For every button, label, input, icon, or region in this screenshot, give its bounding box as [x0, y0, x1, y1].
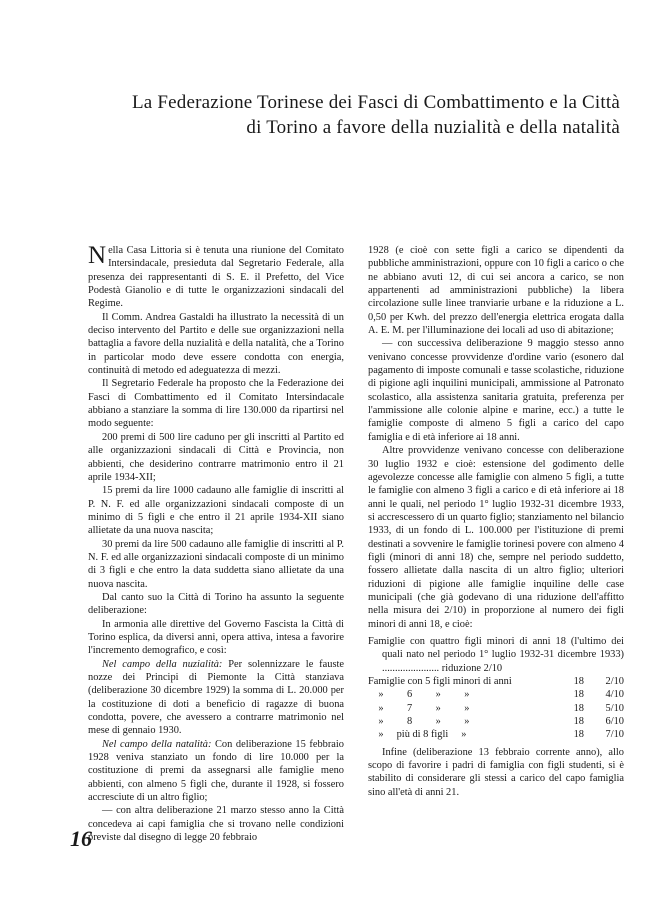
table-row: Famiglie con quattro figli minori di anni 18 (l'ultimo dei quali nato nel periodo 1° luglio 1932-31 dicembre 1933) ...................... riduzione 2/10 — [368, 635, 624, 674]
table-row: » più di 8 figli » 18 7/10 — [378, 729, 624, 741]
paragraph: — con successiva deliberazione 9 maggio stesso anno venivano concesse provvidenze d'ordine vario (esonero dal pagamento di imposte comunali e tasse scolastiche, riduzione di pigione agli inquilini municipali, ammissione al Patronato scolastico, alla assistenza sanitaria gratuita, preferenza per l'ammissione alle colonie alpine e marine, ecc.) a tutte le famiglie composte di almeno 5 figli a carico del capo famiglia e di età inferiore ai 18 anni. — [368, 338, 624, 443]
page-number: 16 — [70, 826, 92, 851]
paragraph: Il Segretario Federale ha proposto che la Federazione dei Fasci di Combattimento ed il Comitato Intersindacale abbiano a stanziare la somma di lire 130.000 da ripartirsi nel modo seguente: — [88, 378, 344, 430]
paragraph: Nel campo della natalità: Con deliberazione 15 febbraio 1928 veniva stanziato un fondo di lire 10.000 per la costituzione di premi da assegnarsi alle famiglie meno abbienti, con almeno 5 figli che, durante il 1928, si fossero accresciute di un altro figlio; — [88, 738, 344, 804]
paragraph: 30 premi da lire 500 cadauno alle famiglie di inscritti al P. N. F. ed alle organizzazioni sindacali composte di un minimo di 3 figli e che entro la data suddetta siano allietate da una nuova nascita. — [88, 538, 344, 590]
drop-cap: N — [88, 242, 107, 269]
rent-reduction-table — [368, 635, 624, 742]
paragraph: In armonia alle direttive del Governo Fascista la Città di Torino esplica, da diversi anni, opera attiva, intesa a favorire l'incremento demografico, e così: — [88, 618, 344, 657]
paragraph: Altre provvidenze venivano concesse con deliberazione 30 luglio 1932 e cioè: estensione del godimento delle agevolezze concesse alle famiglie con almeno 5 figli, a tutte le famiglie con almeno 3 figli a carico e di età inferiore ai 18 anni le quali, nel periodo 1° luglio 1932-31 dicembre 1933, si accrescessero di un quarto figlio; stanziamento nel bilancio 1933, di un fondo di L. 100.000 per l'istituzione di premi destinati a sovvenire le famiglie torinesi povere con almeno 4 figli (minori di anni 18) che, sempre nel periodo suddetto, fossero allietate dalla nascita di un altro figlio; ulteriori riduzioni di pigione alle famiglie inquiline delle case municipali (che già godevano di una riduzione dell'affitto nella misura dei 2/10) in proporzione al numero dei figli minori di anni 18, e cioè: — [368, 445, 624, 630]
paragraph: Nella Casa Littoria si è tenuta una riunione del Comitato Intersindacale, presieduta dal Segretario Federale, alla presenza dei rappresentanti di S. E. il Prefetto, del Vice Podestà Gianolio e di tutte le organizzazioni sindacali del Regime. — [88, 242, 344, 310]
paragraph: 15 premi da lire 1000 cadauno alle famiglie di inscritti al P. N. F. ed alle organizzazioni sindacali composte di un minimo di 5 figli e che entro il 21 aprile 1934-XII siano allietate da una nuova nascita; — [88, 485, 344, 537]
table-row: » 7 » » 18 5/10 — [378, 702, 624, 714]
paragraph: Nel campo della nuzialità: Per solennizzare le fauste nozze dei Principi di Piemonte la Città stanziava (deliberazione 30 dicembre 1929) la somma di L. 20.000 per la costituzione di doti a beneficio di ragazze di buona condotta, povere, che avessero a contrarre matrimonio nel mese di gennaio 1930. — [88, 658, 344, 737]
paragraph: 200 premi di 500 lire caduno per gli inscritti al Partito ed alle organizzazioni sindacali di Città e Provincia, non abbienti, che desiderino contrarre matrimonio entro il 21 aprile 1934-XII; — [88, 431, 344, 483]
article-title — [60, 90, 620, 140]
paragraph: — con altra deliberazione 21 marzo stesso anno la Città concedeva ai capi famiglia che si trovano nelle condizioni previste dal disegno di legge 20 febbraio — [88, 805, 344, 844]
title-line-1: La Federazione Torinese dei Fasci di Combattimento e la Città — [131, 92, 620, 113]
table-row: » 8 » » 18 6/10 — [378, 716, 624, 728]
paragraph: 1928 (e cioè con sette figli a carico se dipendenti da pubbliche amministrazioni, oppure con 10 figli a carico o che ne abbiano avuti 12, di cui sei ancora a carico, se non appartenenti ad amministrazioni pubbliche) la libera circolazione sulle linee tranviarie urbane e la riduzione a L. 0,50 per Kwh. del prezzo dell'energia elettrica erogata dalla A. E. M. per l'illuminazione dei locali ad uso di abitazione; — [368, 245, 624, 337]
left-column — [88, 244, 344, 844]
paragraph: Dal canto suo la Città di Torino ha assunto la seguente deliberazione: — [88, 591, 344, 617]
title-line-2: di Torino a favore della nuzialità e della natalità — [246, 117, 620, 138]
italic-label: Nel campo della natalità: — [102, 738, 212, 750]
paragraph: Infine (deliberazione 13 febbraio corrente anno), allo scopo di favorire i padri di famiglia con figli studenti, si è stabilito di considerare gli stessi a carico del capo famiglia sino all'età di anni 21. — [368, 746, 624, 798]
italic-label: Nel campo della nuzialità: — [102, 658, 223, 670]
paragraph: Il Comm. Andrea Gastaldi ha illustrato la necessità di un deciso intervento del Partito e delle sue organizzazioni nella battaglia a favore della nuzialità e della natalità, che a Torino in particolar modo deve essere condotta con energia, continuità di metodo ed adeguatezza di mezzi. — [88, 311, 344, 377]
right-column — [368, 244, 624, 799]
table-row: » 6 » » 18 4/10 — [378, 689, 624, 701]
table-row: Famiglie con 5 figli minori di anni 18 2/10 — [368, 676, 624, 687]
